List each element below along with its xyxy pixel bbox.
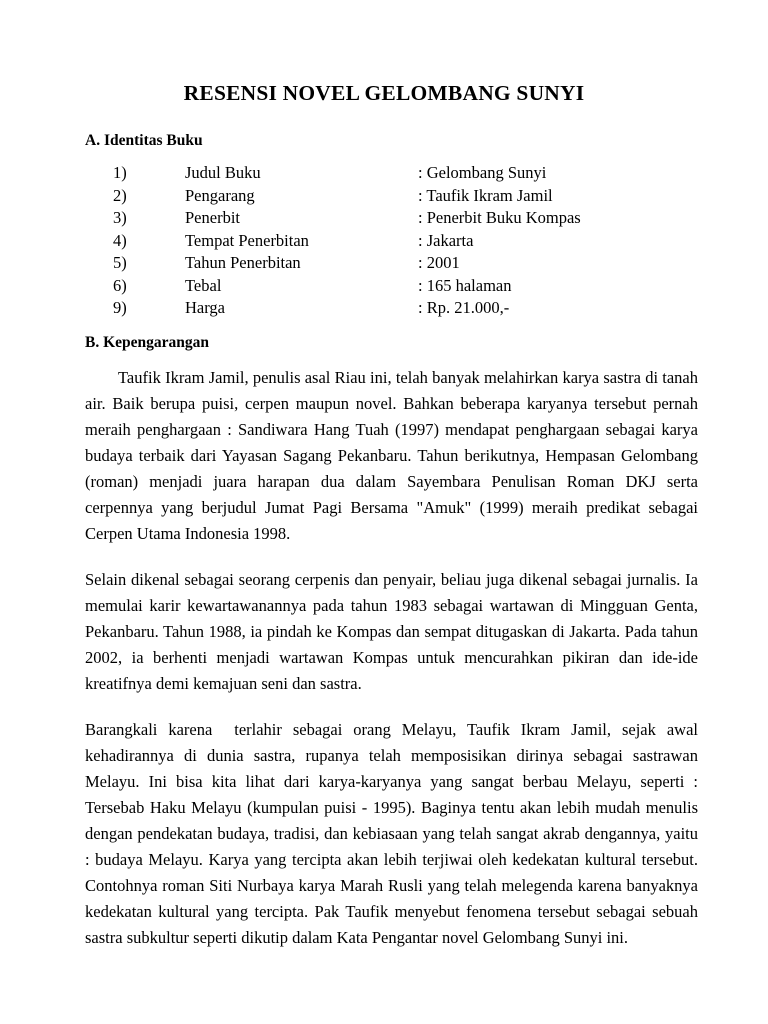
section-spacer	[85, 320, 698, 332]
identity-row-number: 3)	[113, 208, 127, 227]
section-heading-identitas: A. Identitas Buku	[85, 132, 203, 149]
table-row	[85, 252, 698, 275]
table-row	[85, 297, 698, 320]
identity-row-value: : Taufik Ikram Jamil	[418, 185, 553, 205]
paragraph: Barangkali karena terlahir sebagai orang Melayu, Taufik Ikram Jamil, sejak awal kehadirannya di dunia sastra, rupanya telah memposisikan dirinya sebagai sastrawan Melayu. Ini bisa kita lihat dari karya-karyanya yang sangat berbau Melayu, seperti : Tersebab Haku Melayu (kumpulan puisi - 1995). Baginya tentu akan lebih mudah menulis dengan pendekatan budaya, tradisi, dan kebiasaan yang telah sangat akrab dengannya, yaitu : budaya Melayu. Karya yang tercipta akan lebih terjiwai oleh kedekatan kultural tersebut. Contohnya roman Siti Nurbaya karya Marah Rusli yang telah melegenda karena banyaknya kedekatan kultural yang tercipta. Pak Taufik menyebut fenomena tersebut sebagai sebuah sastra subkultur seperti dikutip dalam Kata Pengantar novel Gelombang Sunyi ini.	[85, 719, 703, 947]
identity-row-value: : Jakarta	[418, 230, 474, 250]
identity-row-label: Tempat Penerbitan	[185, 230, 309, 250]
identity-row-number: 9)	[113, 298, 127, 317]
identity-row-number: 6)	[113, 275, 127, 295]
identity-row-value: : 2001	[418, 253, 460, 272]
page-title: RESENSI NOVEL GELOMBANG SUNYI	[183, 81, 585, 106]
document-body	[85, 130, 703, 951]
table-row	[85, 185, 698, 208]
paragraph: Selain dikenal sebagai seorang cerpenis dan penyair, beliau juga dikenal sebagai jurnalis. Ia memulai karir kewartawanannya pada tahun 1983 sebagai wartawan di Mingguan Genta, Pekanbaru. Tahun 1988, ia pindah ke Kompas dan sempat ditugaskan di Jakarta. Pada tahun 2002, ia berhenti menjadi wartawan Kompas untuk mencurahkan pikiran dan ide-ide kreatifnya demi kemajuan seni dan sastra.	[85, 569, 703, 693]
identity-row-value: : Rp. 21.000,-	[418, 298, 510, 317]
table-row	[85, 275, 698, 298]
identity-row-number: 1)	[113, 163, 127, 182]
identity-row-number: 2)	[113, 185, 127, 205]
identity-table-body	[85, 162, 698, 320]
identity-row-label: Pengarang	[185, 185, 255, 205]
identity-row-value: : Gelombang Sunyi	[418, 163, 547, 182]
identity-row-label: Tebal	[185, 275, 222, 295]
identity-row-label: Judul Buku	[185, 163, 261, 182]
identity-table	[85, 162, 698, 320]
identity-row-value: : 165 halaman	[418, 275, 512, 295]
identity-row-label: Penerbit	[185, 208, 240, 227]
identity-row-number: 4)	[113, 230, 127, 250]
paragraph: Taufik Ikram Jamil, penulis asal Riau ini, telah banyak melahirkan karya sastra di tanah air. Baik berupa puisi, cerpen maupun novel. Bahkan beberapa karyanya tersebut pernah meraih penghargaan : Sandiwara Hang Tuah (1997) mendapat penghargaan sebagai karya budaya terbaik dari Yayasan Sagang Pekanbaru. Tahun berikutnya, Hempasan Gelombang (roman) menjadi juara harapan dua dalam Sayembara Penulisan Roman DKJ serta cerpennya yang berjudul Jumat Pagi Bersama "Amuk" (1999) meraih predikat sebagai Cerpen Utama Indonesia 1998.	[85, 367, 703, 543]
table-row	[85, 162, 698, 185]
identity-row-label: Harga	[185, 298, 226, 317]
table-row	[85, 207, 698, 230]
table-row	[85, 230, 698, 253]
section-heading-kepengarangan: B. Kepengarangan	[85, 333, 210, 351]
identity-row-label: Tahun Penerbitan	[185, 253, 301, 272]
identity-row-value: : Penerbit Buku Kompas	[418, 208, 581, 227]
identity-row-number: 5)	[113, 253, 127, 272]
